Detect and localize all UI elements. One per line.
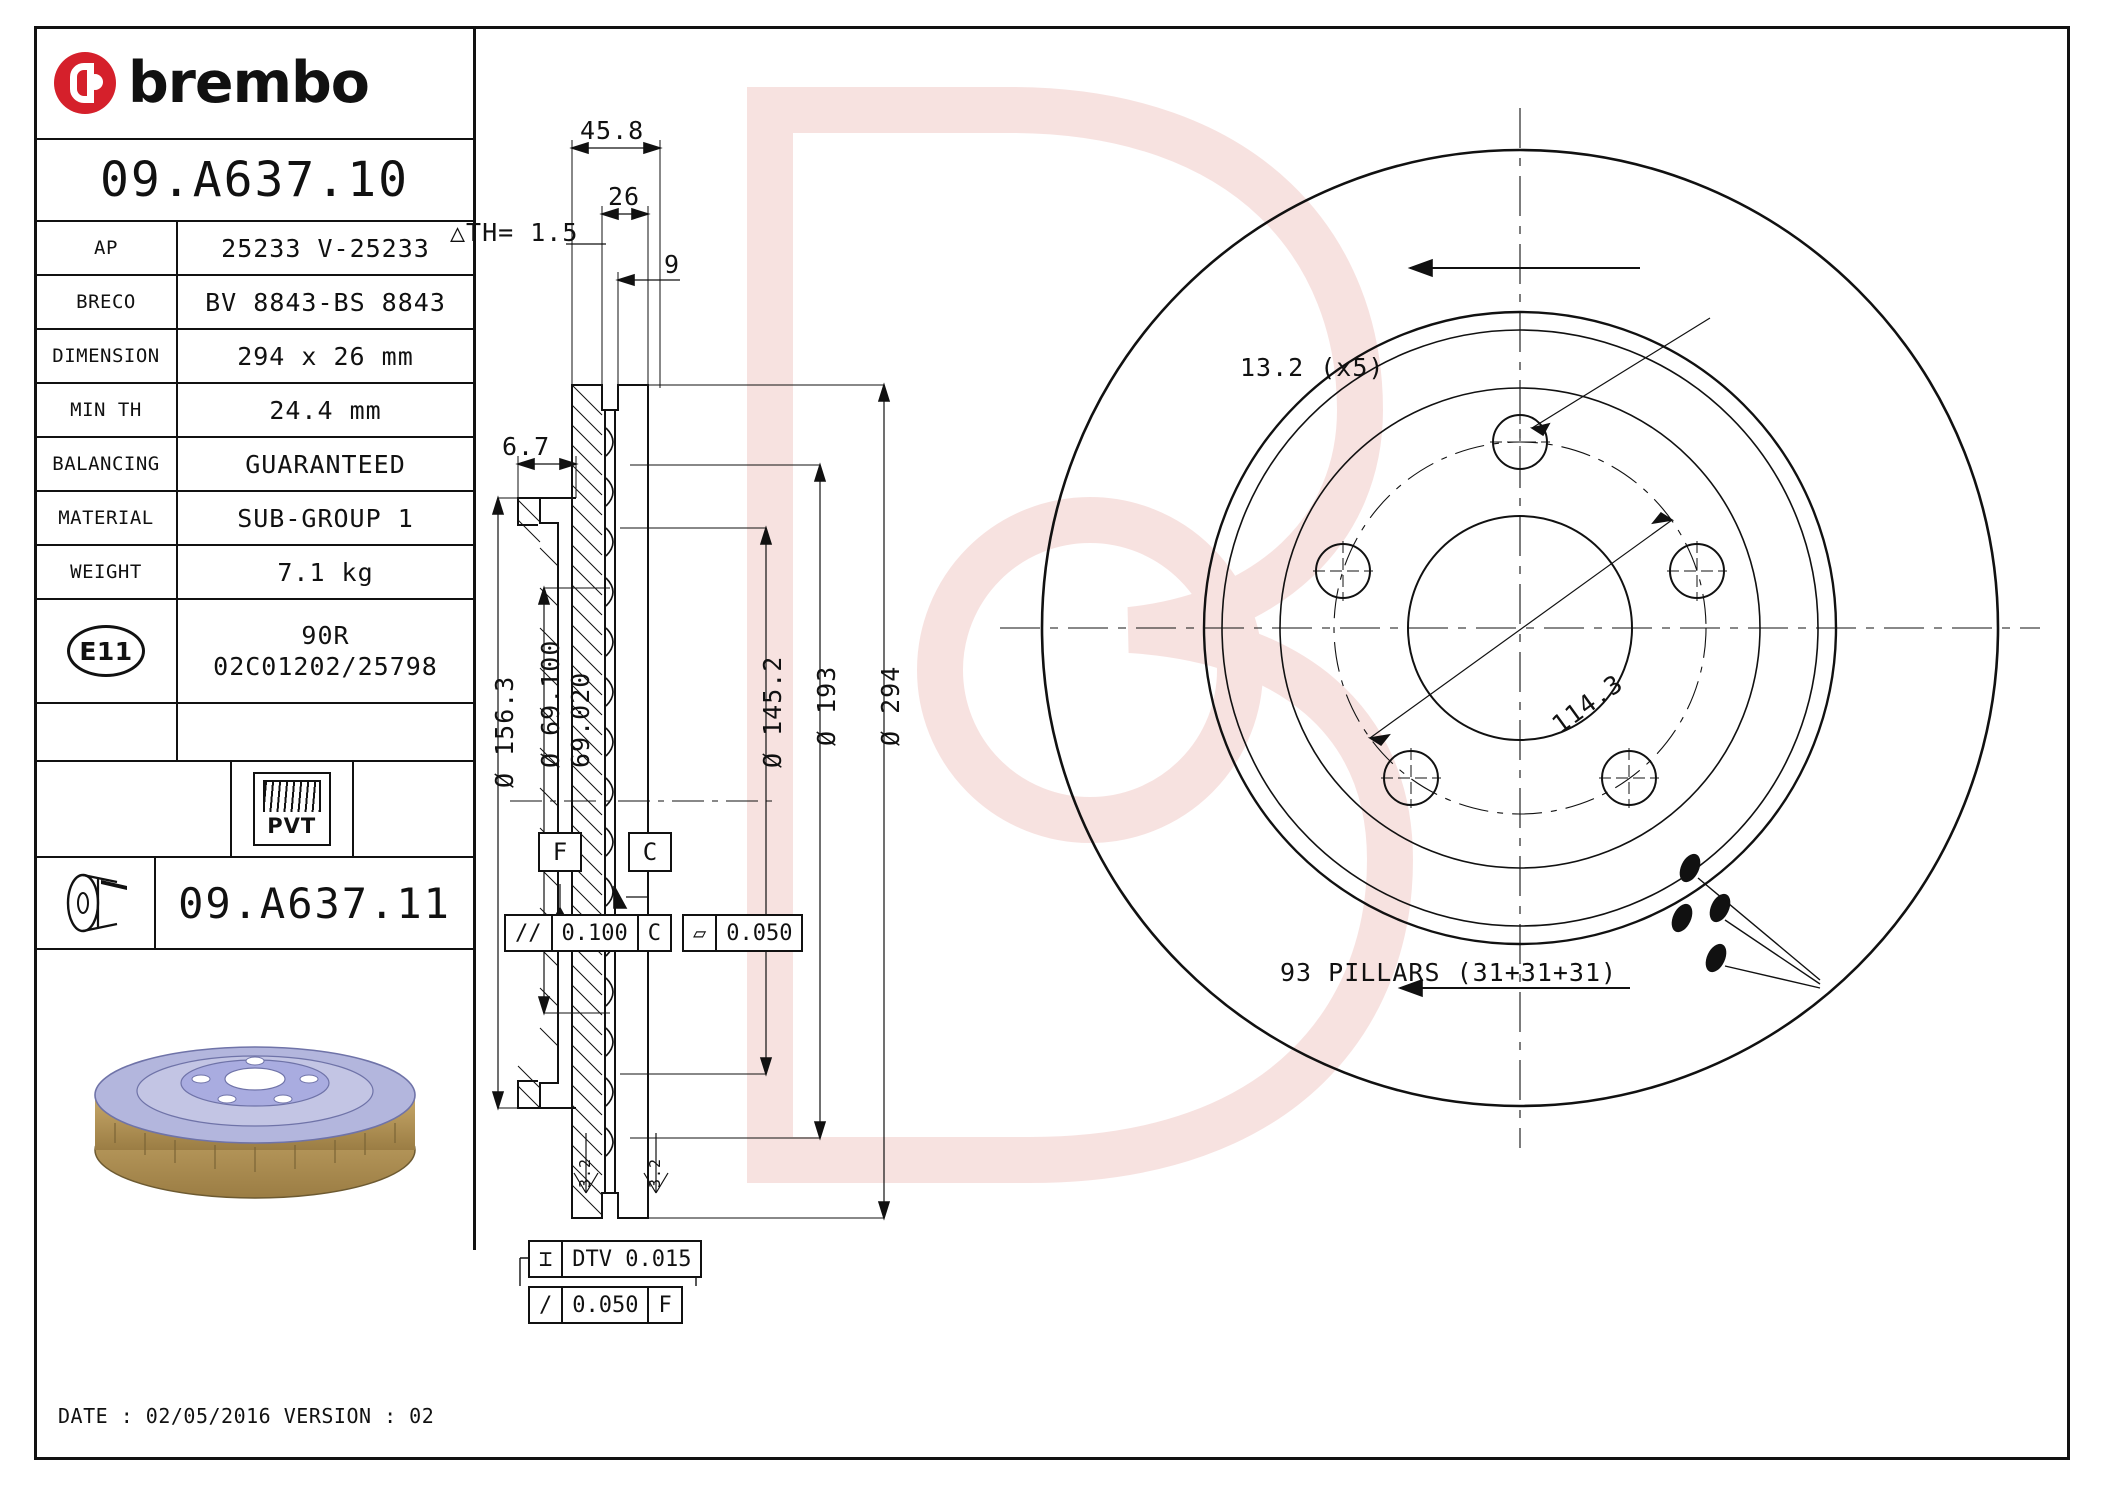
fcf-tolerance: DTV 0.015 (572, 1246, 692, 1272)
row-value: 294 x 26 mm (237, 341, 414, 371)
row-label: DIMENSION (36, 330, 178, 382)
blank-row (36, 704, 473, 762)
table-row (36, 546, 473, 600)
table-row (36, 492, 473, 546)
fcf-tolerance: 0.100 (553, 916, 639, 950)
coating-empty (354, 762, 474, 856)
footer-date-version: DATE : 02/05/2016 VERSION : 02 (58, 1404, 435, 1428)
row-value: SUB-GROUP 1 (237, 503, 414, 533)
dim-inner-friction-dia: Ø 145.2 (758, 655, 787, 768)
e11-icon: E11 (67, 625, 145, 677)
dim-rib: 9 (664, 250, 681, 279)
homologation-row (36, 600, 473, 704)
row-label: BRECO (36, 276, 178, 328)
row-label: MATERIAL (36, 492, 178, 544)
part-code: 09.A637.10 (36, 140, 473, 222)
row-label: WEIGHT (36, 546, 178, 598)
homologation-line2: 02C01202/25798 (213, 652, 438, 681)
fcf-datum: F (658, 1292, 672, 1318)
e11-badge-cell (36, 600, 178, 702)
datum-f: F (538, 832, 582, 872)
row-label: BALANCING (36, 438, 178, 490)
table-row (36, 384, 473, 438)
drawing-vectors (480, 28, 2066, 1458)
brand-logo (36, 28, 473, 140)
dim-bore-lower: 69.020 (566, 671, 595, 768)
pair-code-row (36, 858, 473, 950)
fcf-flatness (682, 914, 803, 952)
product-photo (36, 950, 473, 1250)
table-row (36, 438, 473, 492)
fcf-runout (528, 1286, 683, 1324)
technical-drawing (450, 28, 2066, 1458)
table-row (36, 222, 473, 276)
dim-overall-width: 45.8 (580, 116, 645, 145)
brembo-b-icon (54, 52, 116, 114)
pvt-stripes-icon (263, 780, 321, 812)
coating-spacer (36, 762, 232, 856)
fcf-symbol: ⌶ (530, 1242, 563, 1276)
table-row (36, 330, 473, 384)
brand-name: brembo (128, 50, 369, 116)
row-label: AP (36, 222, 178, 274)
row-value: 7.1 kg (277, 557, 374, 587)
brake-disc-pair-icon (36, 858, 156, 948)
fcf-dtv (528, 1240, 702, 1278)
fcf-tolerance: 0.050 (563, 1288, 649, 1322)
surface-finish-1: 3.2 (576, 1157, 594, 1188)
homologation-line1: 90R (301, 620, 350, 650)
dim-outer-dia: Ø 294 (876, 665, 905, 746)
part-info-table (36, 28, 476, 1250)
pillars-note: 93 PILLARS (31+31+31) (1280, 958, 1618, 987)
fcf-tolerance: 0.050 (726, 920, 793, 946)
pvt-coating-icon (253, 772, 331, 846)
row-label: MIN TH (36, 384, 178, 436)
fcf-symbol: / (530, 1288, 563, 1322)
row-value: BV 8843-BS 8843 (205, 287, 446, 317)
fcf-datum: C (647, 920, 661, 946)
dim-hat-to-face: 26 (608, 182, 641, 211)
datum-c: C (628, 832, 672, 872)
dim-hat-diameter: Ø 156.3 (490, 675, 519, 788)
pvt-badge-cell (232, 762, 354, 856)
dim-hat-thickness: 6.7 (502, 432, 551, 461)
row-value: GUARANTEED (245, 449, 406, 479)
pair-code: 09.A637.11 (178, 878, 451, 928)
table-row (36, 276, 473, 330)
row-value: 25233 V-25233 (221, 233, 430, 263)
fcf-symbol: // (506, 916, 553, 950)
row-value: 24.4 mm (269, 395, 382, 425)
pvt-label: PVT (267, 814, 317, 838)
surface-finish-2: 3.2 (646, 1157, 664, 1188)
coating-row (36, 762, 473, 858)
dim-bore-upper: Ø 69.100 (536, 639, 565, 768)
bolt-hole-dia-label: 13.2 (x5) (1240, 353, 1385, 382)
fcf-symbol: ▱ (684, 916, 717, 950)
dim-friction-dia: Ø 193 (812, 665, 841, 746)
fcf-parallelism (504, 914, 672, 952)
dim-th-tolerance: △TH= 1.5 (450, 218, 579, 247)
pcd-label: 114.3 (1546, 668, 1629, 740)
